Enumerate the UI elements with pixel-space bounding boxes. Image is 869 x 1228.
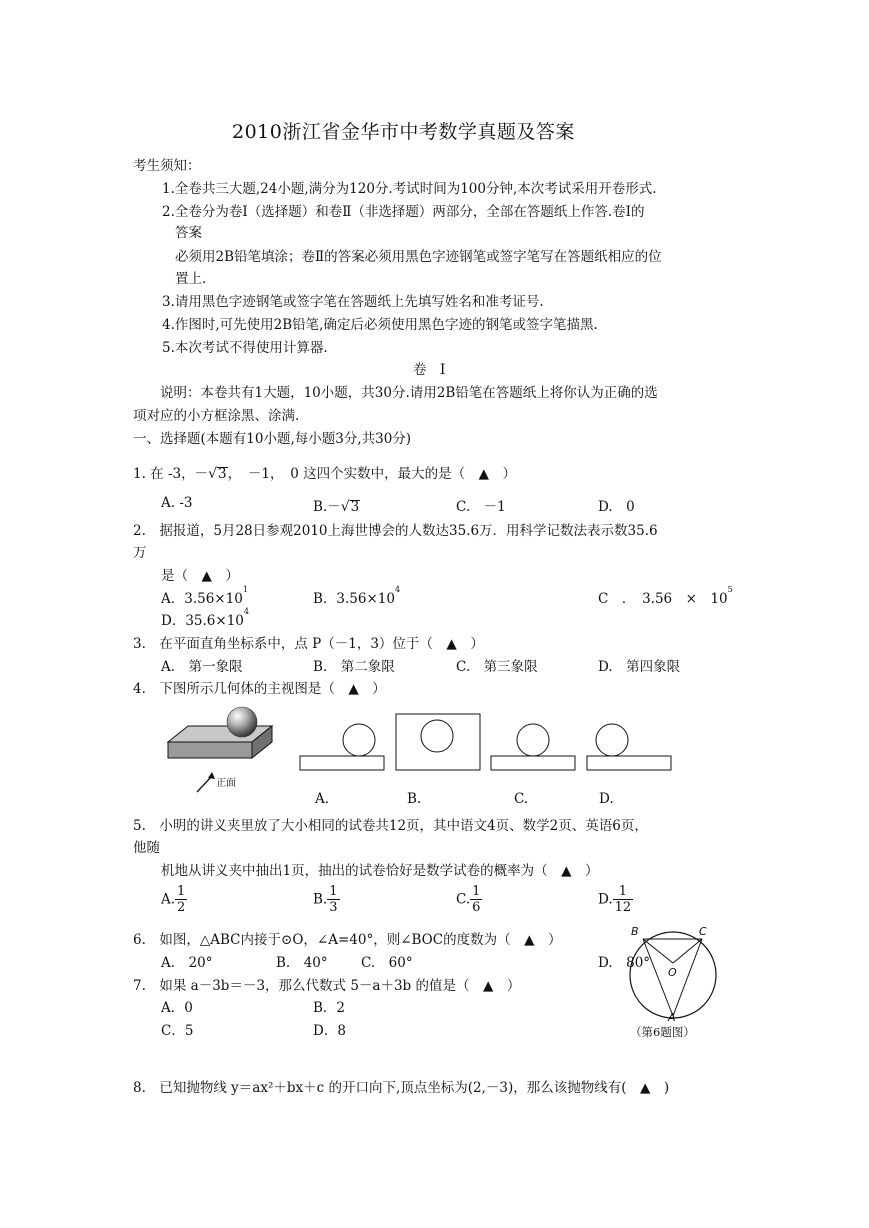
q7-option-d: D．8 [313, 1023, 346, 1039]
notice-item-4: 4.作图时,可先使用2B铅笔,确定后必须使用黑色字迹的钢笔或签字笔描黑. [162, 317, 598, 333]
section-desc-2: 项对应的小方框涂黑、涂满. [133, 408, 300, 424]
option-d-figure [587, 724, 671, 770]
q2-stem-1: 2. 据报道，5月28日参观2010上海世博会的人数达35.6万．用科学记数法表示数35.6 [133, 523, 658, 539]
q7-option-a: A．0 [161, 1000, 193, 1016]
q2-stem-3: 是（ ▲ ） [161, 568, 239, 584]
q1-option-d: D. 0 [598, 499, 635, 515]
q2-option-a: A．$3.56\times 10^1$ [161, 585, 248, 607]
q3-stem: 3. 在平面直角坐标系中，点 P（－1，3）位于（ ▲ ） [133, 636, 484, 652]
q1-option-b: B.－√3 [313, 499, 360, 515]
q7-stem: 7. 如果 a－3b＝－3，那么代数式 5－a＋3b 的值是（ ▲ ） [133, 978, 521, 994]
q3-option-b: B. 第二象限 [313, 659, 395, 675]
q6-option-b: B. 40° [276, 955, 328, 971]
option-a-figure [300, 724, 384, 770]
page-title: 2010浙江省金华市中考数学真题及答案 [232, 121, 575, 143]
q5-stem-1: 5. 小明的讲义夹里放了大小相同的试卷共12页，其中语文4页、数学2页、英语6页， [133, 818, 648, 834]
q5-stem-3: 机地从讲义夹中抽出1页，抽出的试卷恰好是数学试卷的概率为（ ▲ ） [161, 863, 599, 879]
option-c-figure [491, 724, 575, 770]
q7-option-c: C．5 [161, 1023, 194, 1039]
q2-option-d: D．$35.6\times 10^4$ [161, 607, 249, 629]
q1-sqrt: 3 [218, 466, 227, 482]
fig-label-c: C [699, 925, 707, 938]
q1-option-c: C. －1 [456, 499, 506, 515]
notice-item-2-cont3: 置上. [175, 271, 207, 287]
q6-option-c: C. 60° [361, 955, 413, 971]
section-label: 卷 Ⅰ [413, 362, 446, 378]
part-heading: 一、选择题(本题有10小题,每小题3分,共30分) [133, 431, 412, 447]
fig-label-b: B [631, 925, 639, 938]
front-label: 正面 [216, 778, 236, 789]
q6-option-d: D. 80° [598, 955, 651, 971]
fig-label-a: A [668, 1011, 676, 1024]
q1-option-a: A. -3 [161, 495, 193, 511]
q4-option-b-label: B. [407, 791, 422, 807]
q2-option-b: B．$3.56\times 10^4$ [313, 585, 401, 607]
notice-item-5: 5.本次考试不得使用计算器. [162, 340, 328, 356]
notice-item-2-cont: 答案 [175, 225, 202, 241]
q4-option-c-label: C. [514, 791, 529, 807]
q4-option-d-label: D. [599, 791, 614, 807]
front-arrow-icon [197, 772, 215, 792]
notice-item-3: 3.请用黑色字迹钢笔或签字笔在答题纸上先填写姓名和准考证号. [162, 294, 544, 310]
q5-option-c: C. $\frac{1}{6}$ [456, 884, 481, 915]
q3-option-a: A. 第一象限 [161, 659, 243, 675]
q5-option-a: A. $\frac{1}{2}$ [161, 884, 186, 915]
option-b-figure [396, 714, 480, 770]
q4-option-a-label: A. [315, 791, 330, 807]
q5-option-b: B. $\frac{1}{3}$ [313, 884, 338, 915]
notice-item-2: 2.全卷分为卷Ⅰ（选择题）和卷Ⅱ（非选择题）两部分，全部在答题纸上作答.卷Ⅰ的 [162, 204, 645, 220]
q3-option-d: D. 第四象限 [598, 659, 681, 675]
q4-stem: 4. 下图所示几何体的主视图是（ ▲ ） [133, 681, 386, 697]
q8-stem: 8. 已知抛物线 y＝ax²＋bx＋c 的开口向下,顶点坐标为(2,－3)，那么该抛物线有( ▲ ) [133, 1080, 670, 1096]
fig-label-o: O [668, 966, 677, 979]
section-desc-1: 说明：本卷共有1大题，10小题，共30分.请用2B铅笔在答题纸上将你认为正确的选 [160, 385, 658, 401]
q6-stem: 6. 如图，△ABC内接于⊙O，∠A=40°，则∠BOC的度数为（ ▲ ） [133, 932, 562, 948]
q2-stem-2: 万 [133, 545, 147, 561]
notice-item-1: 1.全卷共三大题,24小题,满分为120分.考试时间为100分钟,本次考试采用开卷形式. [162, 181, 657, 197]
notice-heading: 考生须知： [133, 158, 201, 174]
q1-stem: 1. 在 -3，－√3， －1， 0 这四个实数中，最大的是（ ▲ ） [133, 466, 516, 482]
q5-stem-2: 他随 [133, 840, 160, 856]
q6-option-a: A. 20° [161, 955, 213, 971]
q2-option-c: C ． 3.56 × $10^5$ [598, 585, 733, 607]
solid-geometry-figure [168, 707, 272, 758]
notice-item-2-cont2: 必须用2B铅笔填涂；卷Ⅱ的答案必须用黑色字迹钢笔或签字笔写在答题纸相应的位 [175, 249, 662, 265]
q5-option-d: D. $\frac{1}{12}$ [598, 884, 632, 915]
q6-figure-caption: （第6题图） [630, 1025, 695, 1039]
q3-option-c: C. 第三象限 [456, 659, 538, 675]
q7-option-b: B．2 [313, 1000, 346, 1016]
